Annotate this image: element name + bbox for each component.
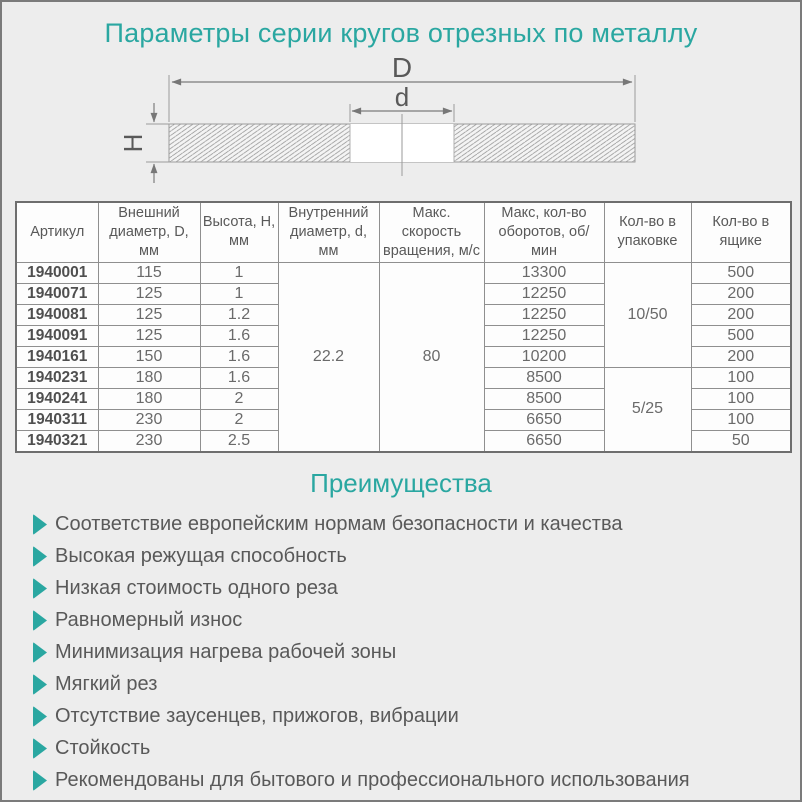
column-header-0: Артикул [16,202,98,262]
column-header-3: Внутренний диаметр, d, мм [278,202,379,262]
cell-height: 1 [200,283,278,304]
bullet-arrow-icon [33,610,47,631]
bullet-arrow-icon [33,770,47,791]
cell-max-rpm: 6650 [484,430,604,452]
advantage-item [33,733,790,765]
cell-per-crate: 100 [691,388,791,409]
advantage-item [33,669,790,701]
cell-max-rpm: 8500 [484,367,604,388]
cell-max-rpm: 12250 [484,304,604,325]
bullet-arrow-icon [33,706,47,727]
column-header-7: Кол-во в ящике [691,202,791,262]
cell-article: 1940161 [16,346,98,367]
cell-per-crate: 200 [691,304,791,325]
spec-table [15,201,792,453]
advantage-text: Равномерный износ [55,609,243,632]
dim-label-inner-diameter: d [394,82,410,112]
bullet-arrow-icon [33,642,47,663]
bullet-arrow-icon [33,514,47,535]
advantage-text: Отсутствие заусенцев, прижогов, вибрации [55,705,459,728]
cell-per-crate: 500 [691,262,791,283]
advantage-item [33,541,790,573]
cell-height: 2.5 [200,430,278,452]
bullet-arrow-icon [33,674,47,695]
advantage-text: Рекомендованы для бытового и профессионального использования [55,769,690,792]
advantages-heading: Преимущества [310,467,492,498]
cell-height: 1.2 [200,304,278,325]
advantage-text: Высокая режущая способность [55,545,347,568]
cell-article: 1940321 [16,430,98,452]
cell-article: 1940311 [16,409,98,430]
bullet-arrow-icon [33,578,47,599]
cell-outer-diameter: 125 [98,304,200,325]
cell-max-rpm: 12250 [484,325,604,346]
cell-height: 1.6 [200,367,278,388]
cell-max-rpm: 8500 [484,388,604,409]
advantages-list [2,509,800,797]
cell-outer-diameter: 230 [98,409,200,430]
advantage-text: Стойкость [55,737,151,760]
cell-outer-diameter: 125 [98,325,200,346]
cell-outer-diameter: 150 [98,346,200,367]
cell-per-crate: 200 [691,346,791,367]
advantage-item [33,573,790,605]
column-header-1: Внешний диаметр, D, мм [98,202,200,262]
cell-article: 1940091 [16,325,98,346]
cell-article: 1940241 [16,388,98,409]
cell-outer-diameter: 230 [98,430,200,452]
table-header-row [16,202,791,262]
advantage-item [33,701,790,733]
cell-inner-diameter-merged: 22.2 [278,262,379,452]
dim-label-height: H [118,133,148,153]
table-row [16,262,791,283]
advantage-text: Низкая стоимость одного реза [55,577,338,600]
cell-outer-diameter: 180 [98,367,200,388]
cell-per-crate: 100 [691,409,791,430]
cell-height: 1.6 [200,325,278,346]
cell-pack-merged: 5/25 [604,367,691,452]
column-header-2: Высота, H, мм [200,202,278,262]
cell-height: 1 [200,262,278,283]
cell-article: 1940001 [16,262,98,283]
bullet-arrow-icon [33,546,47,567]
cell-per-crate: 100 [691,367,791,388]
advantage-text: Соответствие европейским нормам безопасности и качества [55,513,623,536]
cell-article: 1940071 [16,283,98,304]
dim-label-outer-diameter: D [391,55,413,83]
column-header-6: Кол-во в упаковке [604,202,691,262]
cell-max-rpm: 6650 [484,409,604,430]
bullet-arrow-icon [33,738,47,759]
cell-height: 2 [200,388,278,409]
cell-article: 1940231 [16,367,98,388]
cell-height: 1.6 [200,346,278,367]
cell-outer-diameter: 125 [98,283,200,304]
advantage-item [33,509,790,541]
cell-max-rpm: 10200 [484,346,604,367]
cell-per-crate: 50 [691,430,791,452]
column-header-4: Макс. скорость вращения, м/с [379,202,484,262]
cell-max-rpm: 13300 [484,262,604,283]
advantage-item [33,765,790,797]
cell-max-rpm: 12250 [484,283,604,304]
advantage-item [33,605,790,637]
page-title: Параметры серии кругов отрезных по металлу [104,18,698,48]
advantage-item [33,637,790,669]
advantage-text: Минимизация нагрева рабочей зоны [55,641,397,664]
cell-per-crate: 200 [691,283,791,304]
cell-outer-diameter: 115 [98,262,200,283]
cell-per-crate: 500 [691,325,791,346]
cell-max-speed-merged: 80 [379,262,484,452]
advantage-text: Мягкий рез [55,673,158,696]
cell-height: 2 [200,409,278,430]
disc-cross-section-diagram [2,55,802,197]
cell-article: 1940081 [16,304,98,325]
cell-pack-merged: 10/50 [604,262,691,367]
cell-outer-diameter: 180 [98,388,200,409]
column-header-5: Макс, кол-во оборотов, об/мин [484,202,604,262]
